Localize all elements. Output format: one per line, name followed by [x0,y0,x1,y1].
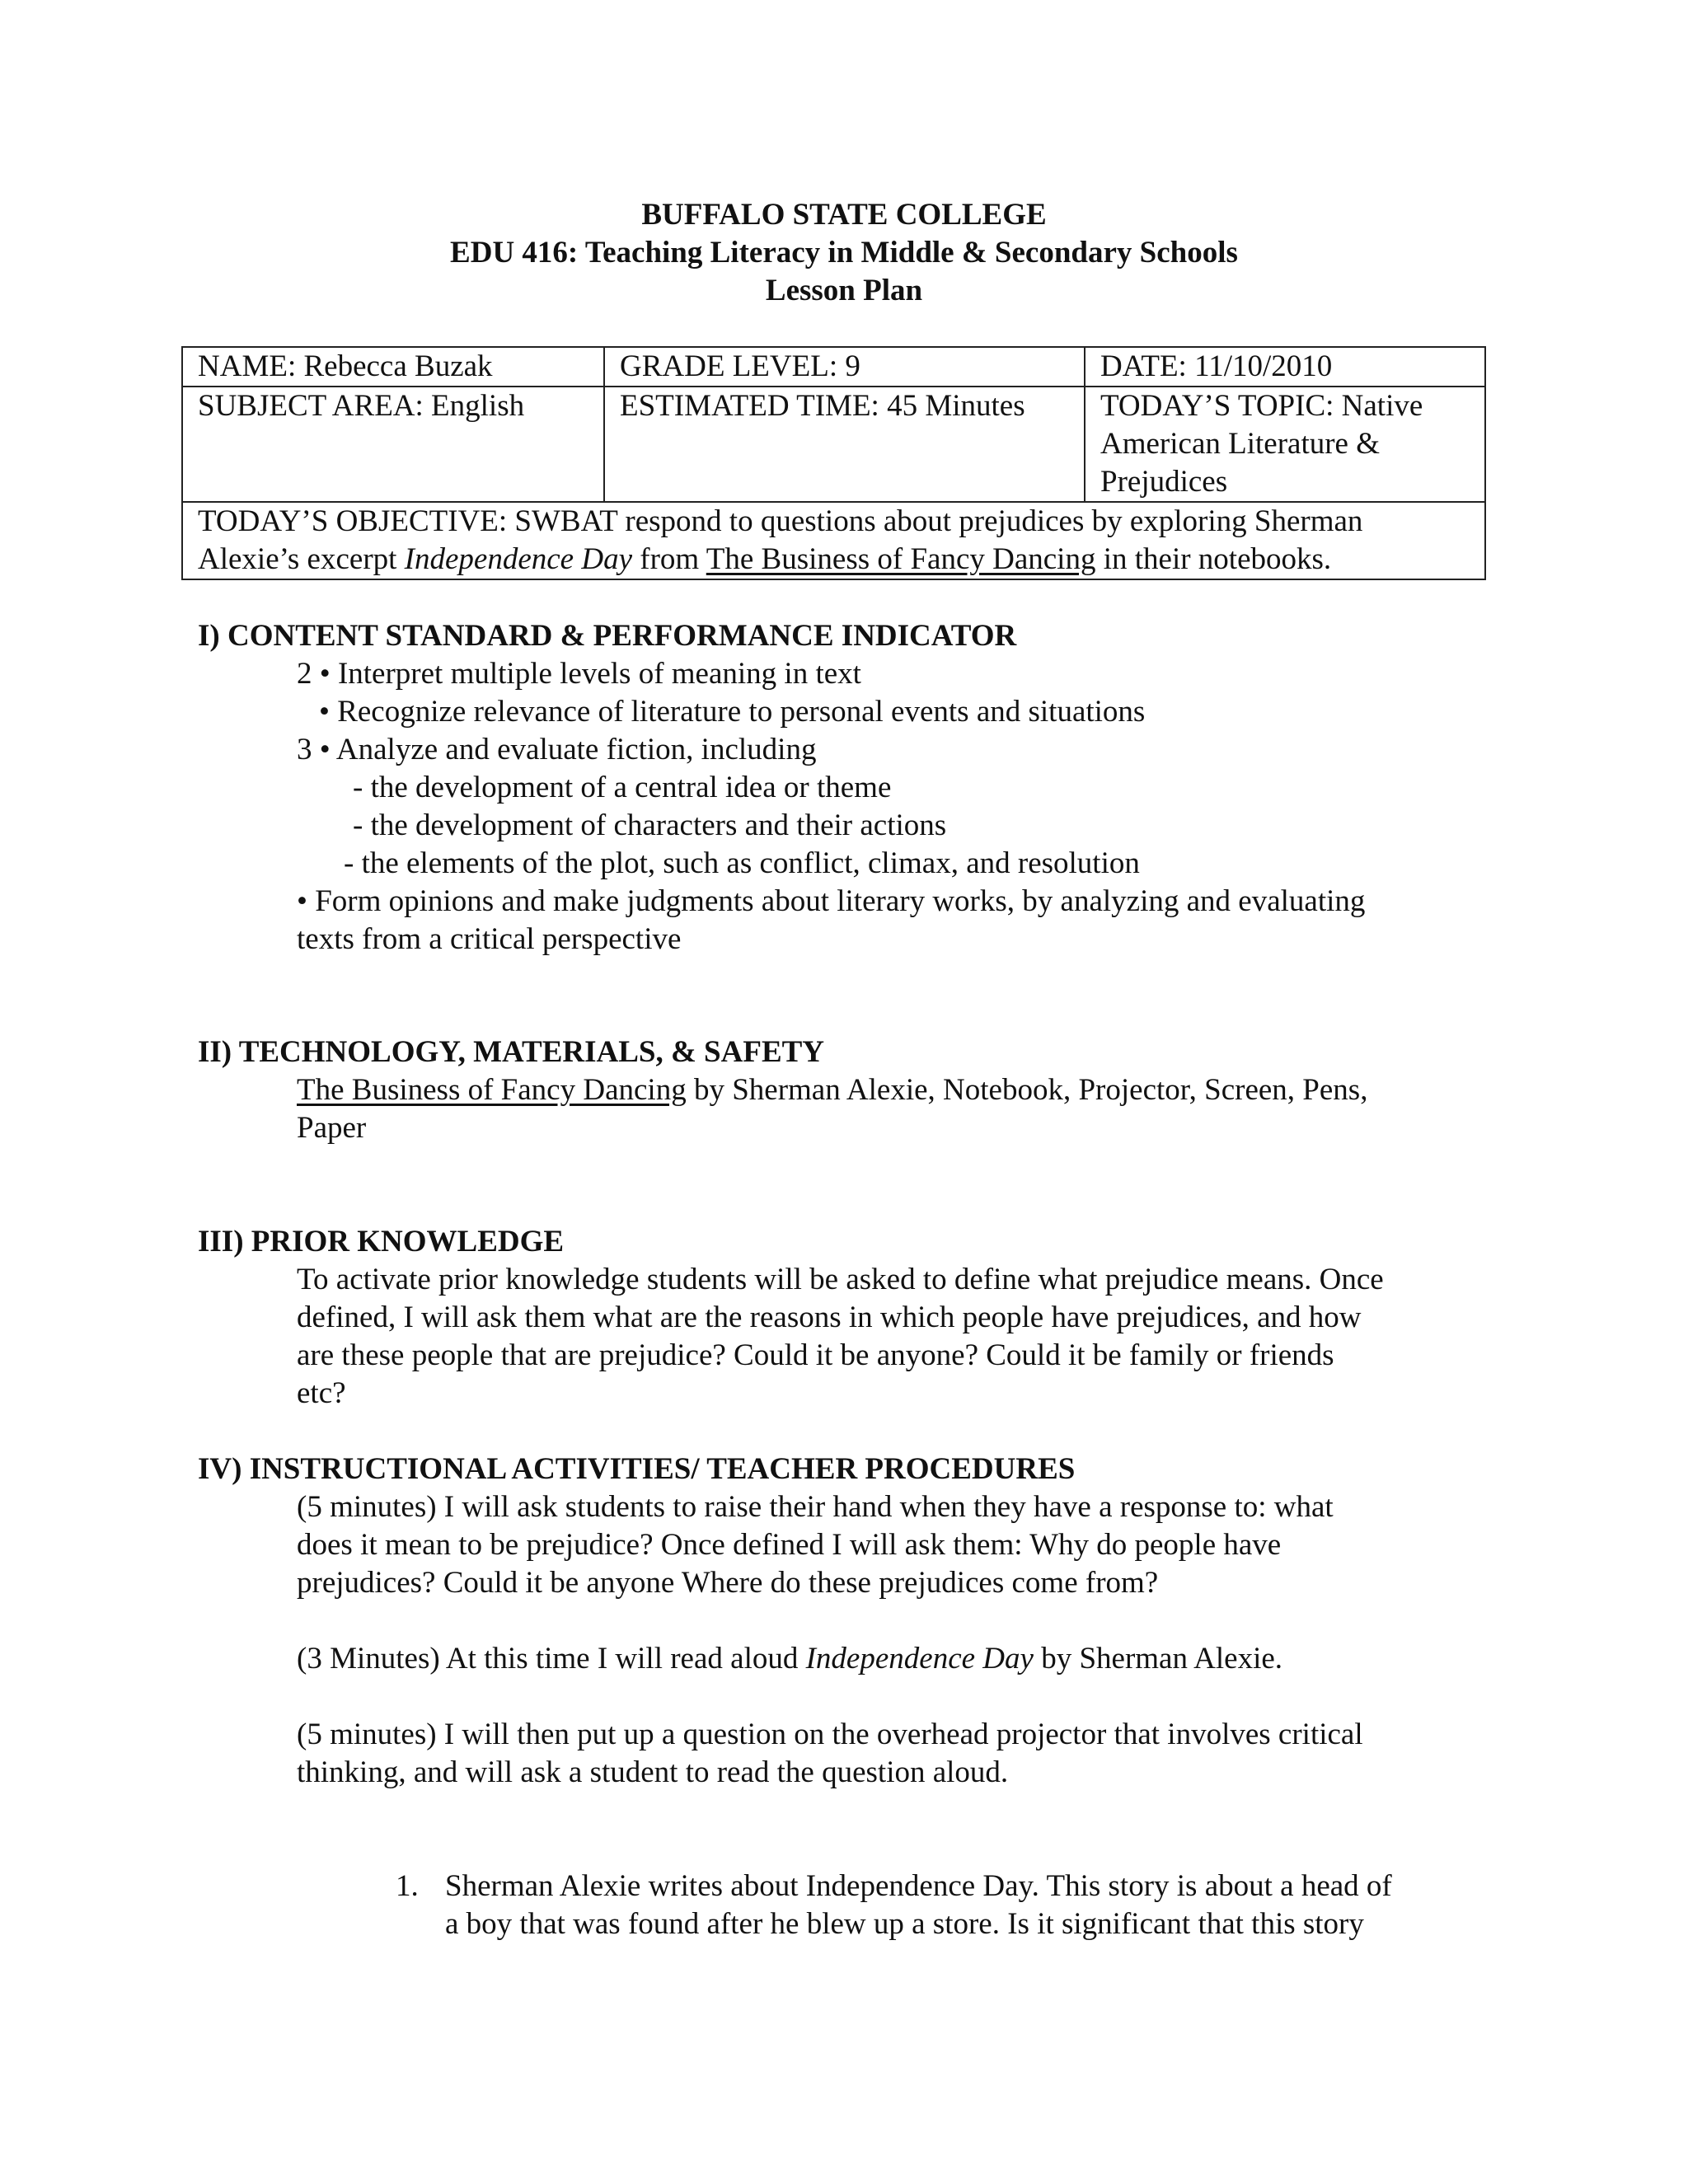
document-title: Lesson Plan [765,274,923,307]
objective-line [198,541,1484,579]
standard-line: texts from a critical perspective [297,922,682,956]
section-heading-content-standard: I) CONTENT STANDARD & PERFORMANCE INDICATOR [198,619,1017,653]
procedure-line: does it mean to be prejudice? Once defined I will ask them: Why do people have [297,1528,1282,1562]
book-title-underlined: The Business of Fancy Dancing [297,1073,687,1107]
prior-knowledge-line: are these people that are prejudice? Could it be anyone? Could it be family or friends [297,1338,1334,1372]
procedure-text: by Sherman Alexie. [1033,1642,1283,1675]
todays-objective-cell [182,502,1485,579]
section-heading-prior-knowledge: III) PRIOR KNOWLEDGE [198,1225,565,1258]
procedure-line: (5 minutes) I will then put up a question on the overhead projector that involves critical [297,1718,1363,1751]
lesson-info-table [181,346,1486,580]
standard-subline: - the elements of the plot, such as conflict, climax, and resolution [344,846,1140,880]
objective-text: from [632,542,706,576]
prior-knowledge-line: defined, I will ask them what are the reasons in which people have prejudices, and how [297,1301,1362,1334]
name-cell: NAME: Rebecca Buzak [182,347,604,387]
subject-area-cell: SUBJECT AREA: English [182,387,604,502]
objective-text: Alexie’s excerpt [198,542,405,576]
standard-line: 2 • Interpret multiple levels of meaning in text [297,657,861,691]
prior-knowledge-line: etc? [297,1376,346,1410]
procedure-line: (5 minutes) I will ask students to raise their hand when they have a response to: what [297,1490,1334,1524]
question-line: Sherman Alexie writes about Independence Day. This story is about a head of [445,1869,1392,1903]
materials-line: Paper [297,1111,367,1145]
topic-line: Prejudices [1100,465,1228,499]
procedure-line: thinking, and will ask a student to read the question aloud. [297,1755,1009,1789]
course-title: EDU 416: Teaching Literacy in Middle & Secondary Schools [450,236,1238,269]
book-title-italic: Independence Day [805,1642,1034,1675]
materials-line [297,1071,1367,1109]
objective-text: in their notebooks. [1095,542,1332,576]
table-row [182,387,1485,502]
topic-line: American Literature & [1100,427,1380,461]
topic-line: TODAY’S TOPIC: Native [1100,389,1423,423]
procedure-line: prejudices? Could it be anyone Where do these prejudices come from? [297,1566,1159,1600]
estimated-time-cell: ESTIMATED TIME: 45 Minutes [604,387,1085,502]
standard-line: • Recognize relevance of literature to personal events and situations [319,695,1146,729]
book-title-underlined: The Business of Fancy Dancing [706,542,1096,576]
standard-subline: - the development of characters and their actions [353,808,947,842]
college-name: BUFFALO STATE COLLEGE [641,198,1047,232]
grade-level-cell: GRADE LEVEL: 9 [604,347,1085,387]
table-row [182,502,1485,579]
procedure-line [297,1640,1282,1678]
todays-topic-cell [1085,387,1485,502]
materials-text: by Sherman Alexie, Notebook, Projector, Screen, Pens, [686,1073,1368,1107]
procedure-text: (3 Minutes) At this time I will read aloud [297,1642,806,1675]
table-row [182,347,1485,387]
prior-knowledge-line: To activate prior knowledge students will be asked to define what prejudice means. Once [297,1263,1384,1296]
objective-line: TODAY’S OBJECTIVE: SWBAT respond to questions about prejudices by exploring Sherman [198,504,1363,538]
standard-subline: - the development of a central idea or theme [353,771,892,804]
question-number: 1. [396,1869,419,1903]
standard-line: 3 • Analyze and evaluate fiction, including [297,733,817,766]
book-title-italic: Independence Day [404,542,632,576]
question-line: a boy that was found after he blew up a store. Is it significant that this story [445,1907,1364,1941]
standard-line: • Form opinions and make judgments about literary works, by analyzing and evaluating [297,884,1366,918]
date-cell: DATE: 11/10/2010 [1085,347,1485,387]
section-heading-instructional-activities: IV) INSTRUCTIONAL ACTIVITIES/ TEACHER PROCEDURES [198,1452,1076,1486]
section-heading-technology: II) TECHNOLOGY, MATERIALS, & SAFETY [198,1035,825,1069]
